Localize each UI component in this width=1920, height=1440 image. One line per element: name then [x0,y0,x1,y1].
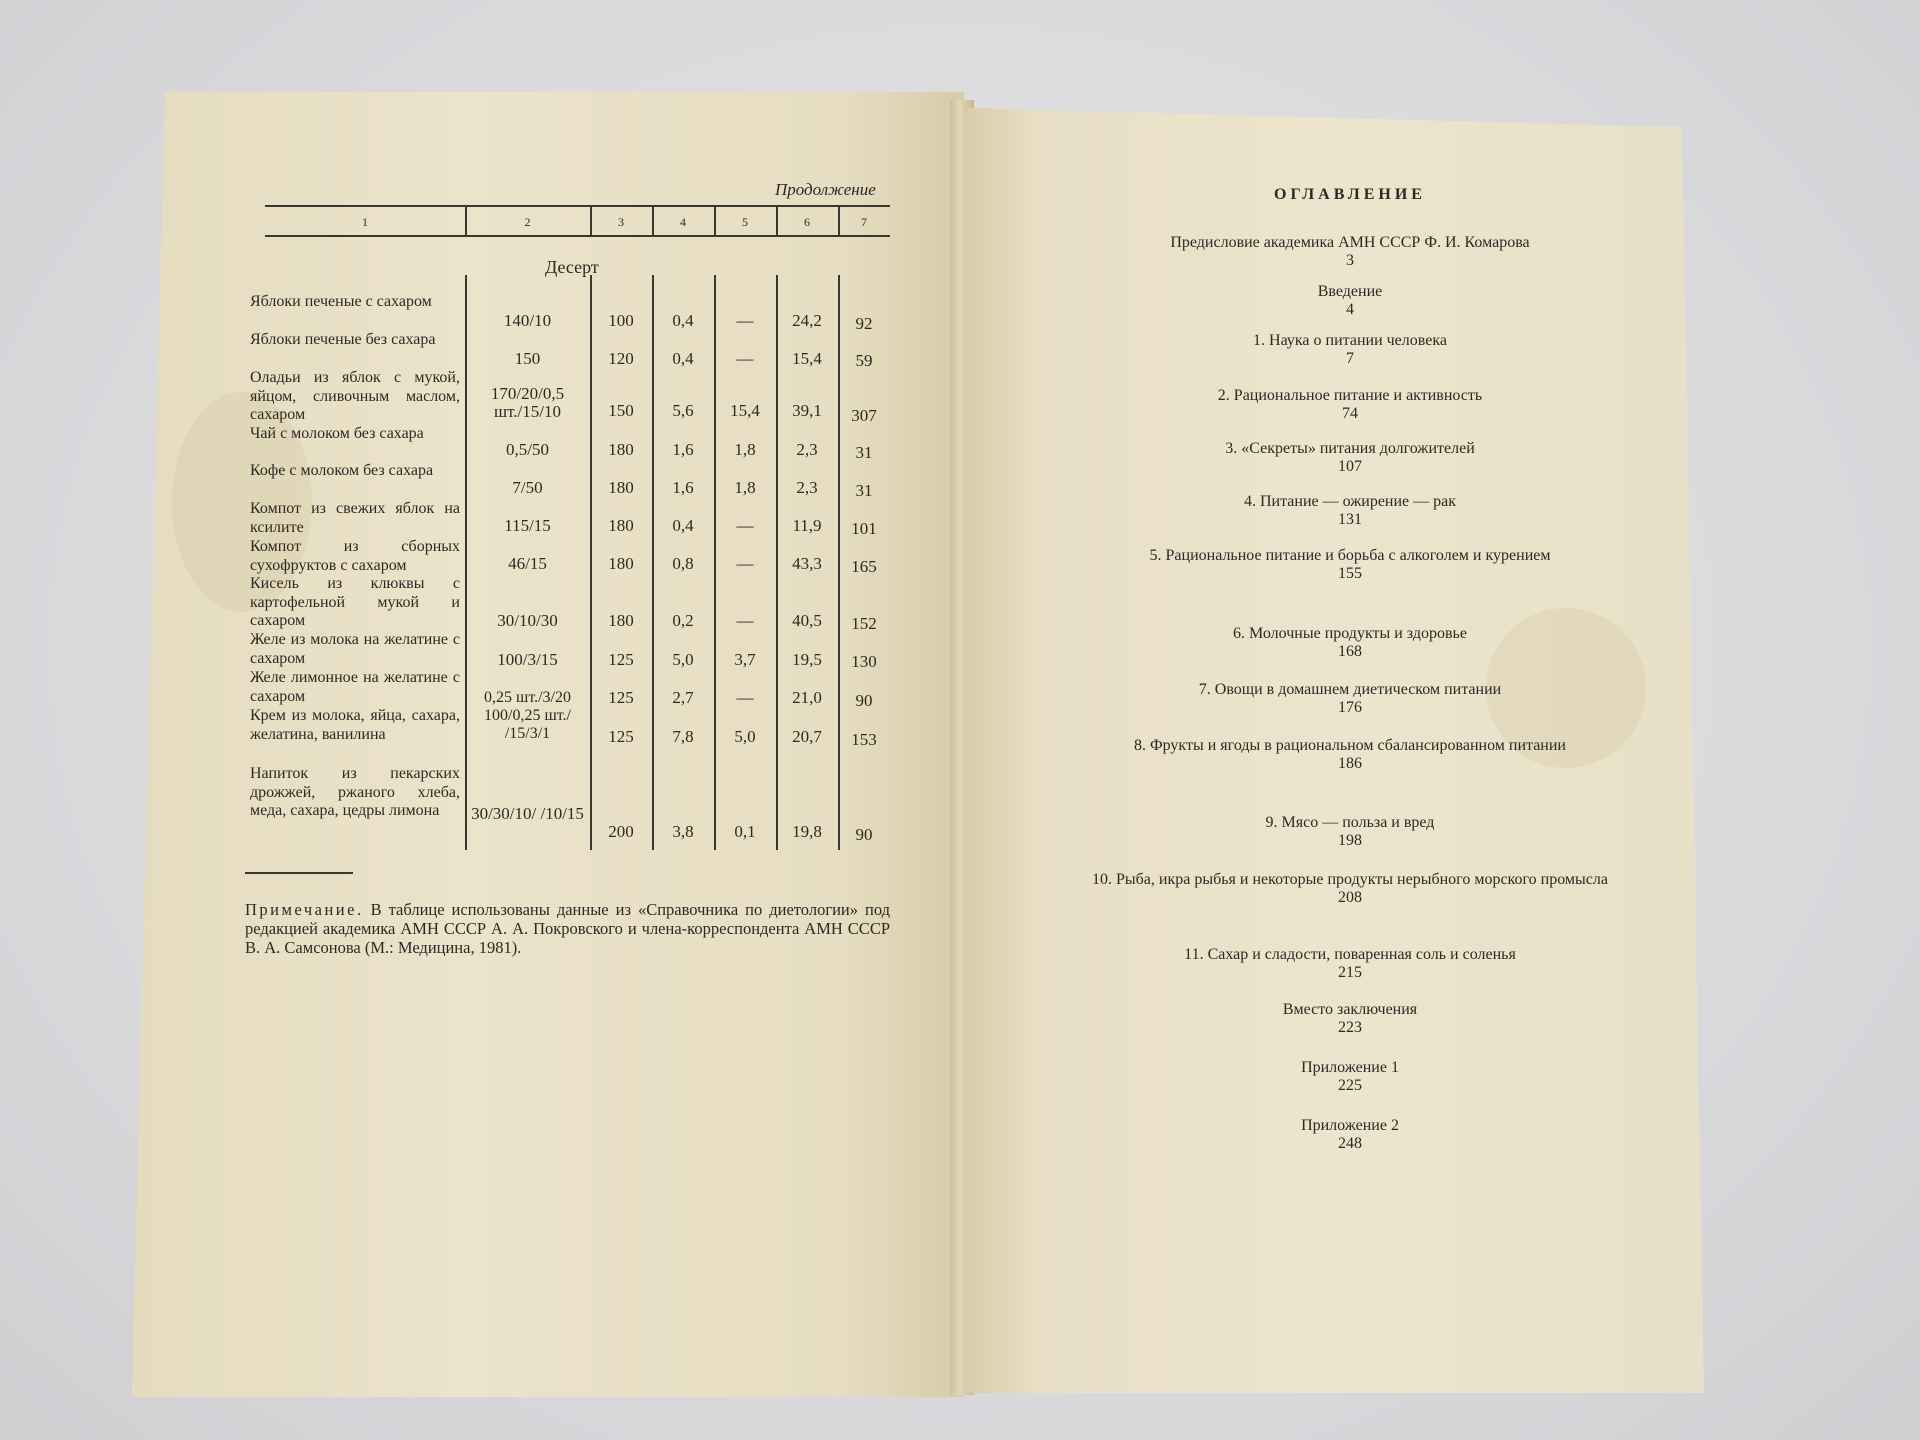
header-separator [838,205,840,235]
table-cell: 0,25 шт./3/20 [484,689,571,706]
table-cell: 125 [608,688,634,707]
toc-entry-title: 10. Рыба, икра рыбья и некоторые продукты нерыбного морского промысла [1092,871,1608,888]
toc-entry-page: 176 [1338,699,1362,716]
toc-entry-title: 5. Рациональное питание и борьба с алкоголем и курением [1149,547,1551,564]
toc-entry [1070,284,1630,318]
table-cell: 100 [608,311,634,330]
table-cell: 180 [608,554,634,573]
toc-entry [1070,494,1630,528]
table-cell: 0,4 [672,349,694,368]
table-cell: 7,8 [672,727,694,746]
toc-entry-title: Вместо заключения [1282,1001,1418,1018]
toc-entry-title: 9. Мясо — польза и вред [1265,814,1435,831]
toc-entry-page: 155 [1338,565,1362,582]
column-header-2: 2 [524,215,531,229]
table-cell: 31 [855,481,873,500]
table-cell: 2,3 [796,478,818,497]
toc-entry-title: Приложение 2 [1301,1117,1399,1134]
toc-entry-title: 3. «Секреты» питания долгожителей [1225,440,1475,457]
toc-entry [1070,682,1630,716]
column-header-6: 6 [804,215,810,229]
column-header-5: 5 [742,215,748,229]
table-cell: 15,4 [730,401,760,420]
table-cell: 0,5/50 [506,440,549,459]
table-cell: 2,3 [796,440,818,459]
toc-entry-page: 223 [1338,1019,1362,1036]
toc-entry-page: 7 [1346,350,1354,367]
section-title: Десерт [545,257,599,277]
table-cell: — [736,349,754,368]
table-header-rule [265,235,890,237]
table-cell: 0,4 [672,516,694,535]
table-cell: 125 [608,727,634,746]
header-separator [714,205,716,235]
table-row-name: Яблоки печеные с сахаром [250,293,432,310]
toc-entry [1070,626,1630,660]
table-cell: 39,1 [792,401,822,420]
table-cell: 40,5 [792,611,822,630]
toc-entry-title: 11. Сахар и сладости, поваренная соль и соленья [1184,946,1516,963]
toc-entry-title: Предисловие академика АМН СССР Ф. И. Комарова [1170,234,1530,251]
table-row-name: Кофе с молоком без сахара [250,462,434,479]
table-cell: 92 [855,314,873,333]
table-cell: 180 [608,440,634,459]
toc-entry [1070,388,1630,422]
table-cell: — [736,611,754,630]
table-row-name: Оладьи из яблок с мукой, яйцом, сливочным маслом, сахаром [250,369,460,423]
toc-entry-page: 4 [1346,301,1354,318]
table-cell: 140/10 [503,311,552,330]
table-cell: 200 [608,822,634,841]
table-cell: 5,0 [672,650,694,669]
toc-entry-page: 131 [1338,511,1362,528]
table-cell: — [736,554,754,573]
table-cell: 15,4 [792,349,822,368]
table-cell: 31 [855,443,873,462]
table-cell: 120 [608,349,634,368]
table-row-name: Желе лимонное на желатине с сахаром [250,669,460,705]
table-cell: 100/0,25 шт./ /15/3/1 [484,707,571,742]
toc-entry-page: 225 [1338,1077,1362,1094]
table-cell: 0,4 [672,311,694,330]
table-cell: 19,5 [792,650,822,669]
toc-entry-title: 8. Фрукты и ягоды в рациональном сбалансированном питании [1134,737,1566,754]
toc-entry [1070,1002,1630,1036]
continuation-label: Продолжение [775,180,876,199]
table-cell: 3,8 [672,822,694,841]
toc-entry-title: 7. Овощи в домашнем диетическом питании [1198,681,1502,698]
table-row-name: Напиток из пекарских дрожжей, ржаного хлеба, меда, сахара, цедры лимона [250,765,460,819]
header-separator [465,205,467,235]
toc-entry-page: 107 [1338,458,1362,475]
table-cell: 130 [851,652,877,671]
table-row-name: Желе из молока на желатине с сахаром [250,631,460,667]
table-cell: 24,2 [792,311,822,330]
table-cell: 180 [608,478,634,497]
table-cell: 307 [851,406,877,425]
table-cell: 1,6 [672,478,694,497]
toc-entry [1070,947,1630,981]
toc-entry-page: 186 [1338,755,1362,772]
toc-entry [1070,548,1630,582]
toc-entry [1070,1118,1630,1152]
table-cell: 0,2 [672,611,694,630]
toc-entry-title: Приложение 1 [1301,1059,1399,1076]
table-cell: 153 [851,730,877,749]
table-cell: 11,9 [792,516,822,535]
toc-entry-page: 215 [1338,964,1362,981]
table-cell: 150 [608,401,634,420]
toc-entry [1070,738,1630,772]
table-cell: 1,8 [734,440,756,459]
table-row-name: Компот из сборных сухофруктов с сахаром [250,538,460,574]
table-row-name: Чай с молоком без сахара [250,425,424,442]
note-label: Примечание. [245,900,364,919]
table-cell: 2,7 [672,688,694,707]
header-separator [590,205,592,235]
note-text: В таблице использованы данные из «Справочника по диетологии» под редакцией академика АМН СССР А. А. Покровского и члена-корреспондента АМН СССР В. А. Самсонова (М.: Медицина, 1981). [245,900,890,957]
table-cell: 90 [855,691,873,710]
table-note [245,900,890,957]
toc-entry-page: 3 [1346,252,1354,269]
table-cell: — [736,516,754,535]
table-cell: 30/10/30 [497,611,558,630]
toc-title: ОГЛАВЛЕНИЕ [1274,186,1426,203]
table-cell: 180 [608,611,634,630]
toc-entry-title: 1. Наука о питании человека [1253,332,1447,349]
table-top-rule [265,205,890,207]
toc-entry [1070,235,1630,269]
table-cell: 30/30/10/ /10/15 [471,804,584,823]
toc-entry-title: Введение [1317,283,1383,300]
table-cell: 20,7 [792,727,822,746]
toc-entry-page: 208 [1338,889,1362,906]
toc-entry [1070,872,1630,906]
table-cell: — [736,311,754,330]
table-cell: 43,3 [792,554,822,573]
toc-entry-title: 2. Рациональное питание и активность [1217,387,1483,404]
header-separator [652,205,654,235]
table-cell: 5,6 [672,401,694,420]
header-separator [776,205,778,235]
column-header-7: 7 [861,215,867,229]
table-cell: 100/3/15 [497,650,558,669]
table-cell: 0,1 [734,822,756,841]
table-cell: 101 [851,519,877,538]
table-cell: 19,8 [792,822,822,841]
toc-entry [1070,333,1630,367]
table-cell: 150 [514,349,541,368]
toc-entry-page: 168 [1338,643,1362,660]
table-cell: 21,0 [792,688,822,707]
toc-entry-page: 198 [1338,832,1362,849]
table-row-name: Компот из свежих яблок на ксилите [250,500,460,536]
table-cell: 1,6 [672,440,694,459]
table-cell: 7/50 [512,478,543,497]
table-row-name: Крем из молока, яйца, сахара, желатина, ванилина [250,707,460,743]
table-cell: 46/15 [508,554,547,573]
table-cell: 0,8 [672,554,694,573]
toc-entry-title: 6. Молочные продукты и здоровье [1233,625,1467,642]
column-header-3: 3 [618,215,624,229]
column-header-1: 1 [362,215,368,229]
table-cell: 180 [608,516,634,535]
toc-entry-title: 4. Питание — ожирение — рак [1243,493,1457,510]
table-cell: 59 [855,351,873,370]
table-cell: — [736,688,754,707]
table-row-name: Яблоки печеные без сахара [250,331,436,348]
table-cell: 90 [855,825,873,844]
toc-entry [1070,815,1630,849]
table-cell: 165 [851,557,877,576]
footnote-rule [245,872,353,874]
table-row-name: Кисель из клюквы с картофельной мукой и сахаром [250,575,460,629]
toc-entry-page: 74 [1342,405,1358,422]
table-cell: 115/15 [504,516,551,535]
table-cell: 125 [608,650,634,669]
toc-entry [1070,441,1630,475]
table-cell: 170/20/0,5 шт./15/10 [490,384,565,421]
table-cell: 5,0 [734,727,756,746]
table-cell: 152 [851,614,877,633]
toc-entry [1070,1060,1630,1094]
table-cell: 3,7 [734,650,756,669]
column-header-4: 4 [680,215,686,229]
toc-entry-page: 248 [1338,1135,1362,1152]
table-cell: 1,8 [734,478,756,497]
